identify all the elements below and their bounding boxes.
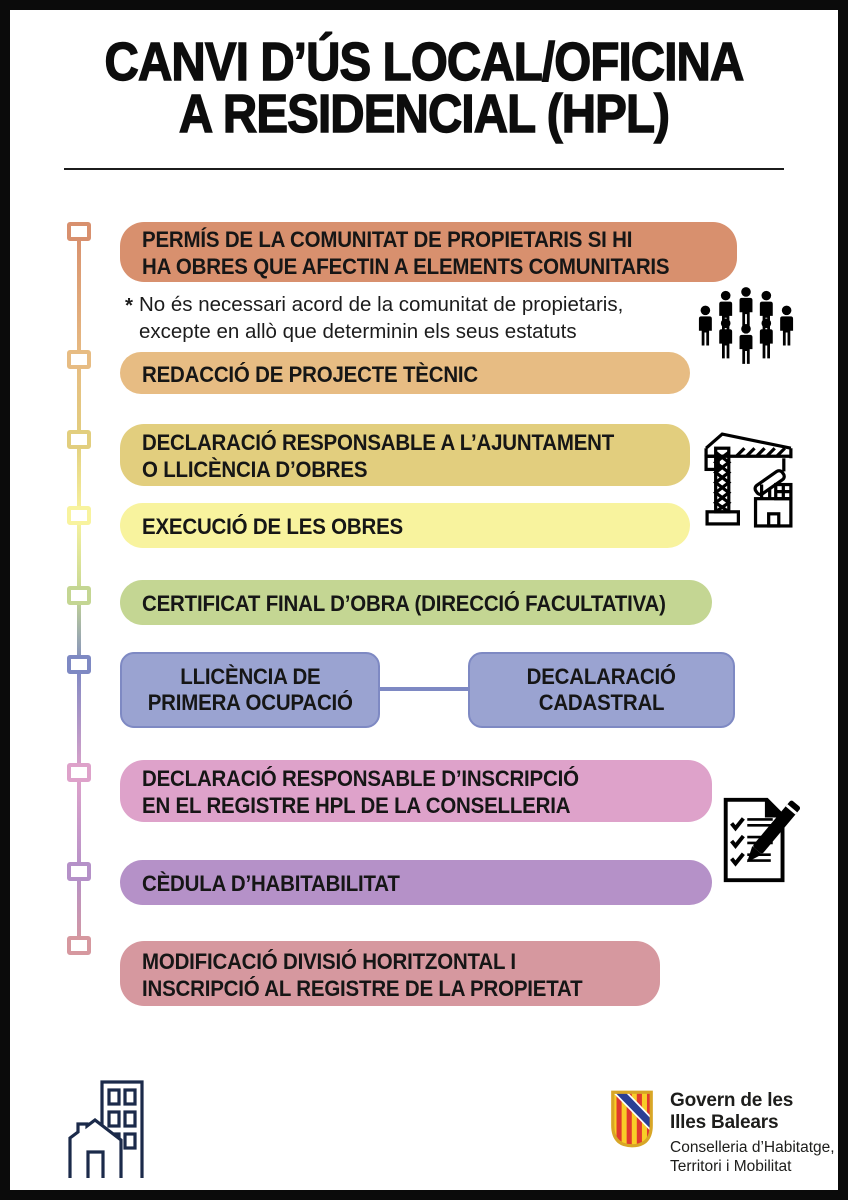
step-divisio-horitzontal <box>120 941 660 1006</box>
org-name-line-2: Illes Balears <box>670 1112 779 1133</box>
org-name-line-1: Govern de les <box>670 1090 794 1111</box>
timeline-node-1 <box>67 222 91 241</box>
step-cedula-habitabilitat <box>120 860 712 905</box>
govern-logo <box>608 1088 835 1176</box>
timeline-node-6 <box>67 655 91 674</box>
note-line-1: No és necessari acord de la comunitat de propietaris, <box>139 293 624 316</box>
box-connector-line <box>378 687 470 691</box>
step-permis-comunitat <box>120 222 737 282</box>
dept-line-2: Territori i Mobilitat <box>670 1158 792 1175</box>
page-title <box>0 32 848 144</box>
timeline-node-5 <box>67 586 91 605</box>
step-label: EXECUCIÓ DE LES OBRES <box>142 514 403 539</box>
step-label: HA OBRES QUE AFECTIN A ELEMENTS COMUNITARIS <box>142 254 670 279</box>
box-label: PRIMERA OCUPACIÓ <box>147 690 353 715</box>
house-buildings-icon <box>58 1074 158 1186</box>
box-label: DECALARACIÓ <box>526 664 677 689</box>
box-label: CADASTRAL <box>538 690 665 715</box>
checklist-pen-icon <box>712 792 808 888</box>
timeline-node-9 <box>67 936 91 955</box>
asterisk: * <box>125 294 133 317</box>
timeline-node-4 <box>67 506 91 525</box>
construction-crane-icon <box>698 426 804 532</box>
note-line-2: excepte en allò que determinin els seus estatuts <box>139 320 577 343</box>
step-redaccio-projecte <box>120 352 690 394</box>
step-declaracio-ajuntament <box>120 424 690 486</box>
title-line-1: CANVI D’ÚS LOCAL/OFICINA <box>104 32 744 92</box>
step-label: EN EL REGISTRE HPL DE LA CONSELLERIA <box>142 793 571 818</box>
timeline-node-8 <box>67 862 91 881</box>
step-label: O LLICÈNCIA D’OBRES <box>142 457 368 482</box>
timeline-node-2 <box>67 350 91 369</box>
timeline-node-7 <box>67 763 91 782</box>
logo-text <box>670 1088 835 1176</box>
step-registre-hpl <box>120 760 712 822</box>
step-execucio-obres <box>120 503 690 548</box>
step-label: DECLARACIÓ RESPONSABLE A L’AJUNTAMENT <box>142 430 615 455</box>
step-label: INSCRIPCIÓ AL REGISTRE DE LA PROPIETAT <box>142 975 583 1001</box>
step-label: PERMÍS DE LA COMUNITAT DE PROPIETARIS SI HI <box>142 227 633 252</box>
dept-line-1: Conselleria d’Habitatge, <box>670 1139 835 1156</box>
step-label: CERTIFICAT FINAL D’OBRA (DIRECCIÓ FACULTATIVA) <box>142 591 666 616</box>
box-label: LLICÈNCIA DE <box>179 664 321 689</box>
title-line-2: A RESIDENCIAL (HPL) <box>178 84 670 144</box>
title-divider <box>64 168 784 170</box>
box-llicencia-primera-ocupacio <box>120 652 380 728</box>
note-comunitat <box>125 291 623 345</box>
step-label: REDACCIÓ DE PROJECTE TÈCNIC <box>142 361 479 387</box>
step-label: MODIFICACIÓ DIVISIÓ HORITZONTAL I <box>142 948 516 974</box>
illes-balears-shield-icon <box>608 1088 656 1150</box>
step-certificat-final <box>120 580 712 625</box>
timeline-node-3 <box>67 430 91 449</box>
people-group-icon <box>698 286 794 392</box>
step-label: DECLARACIÓ RESPONSABLE D’INSCRIPCIÓ <box>142 766 579 791</box>
box-declaracio-cadastral <box>468 652 735 728</box>
step-label: CÈDULA D’HABITABILITAT <box>142 871 400 896</box>
